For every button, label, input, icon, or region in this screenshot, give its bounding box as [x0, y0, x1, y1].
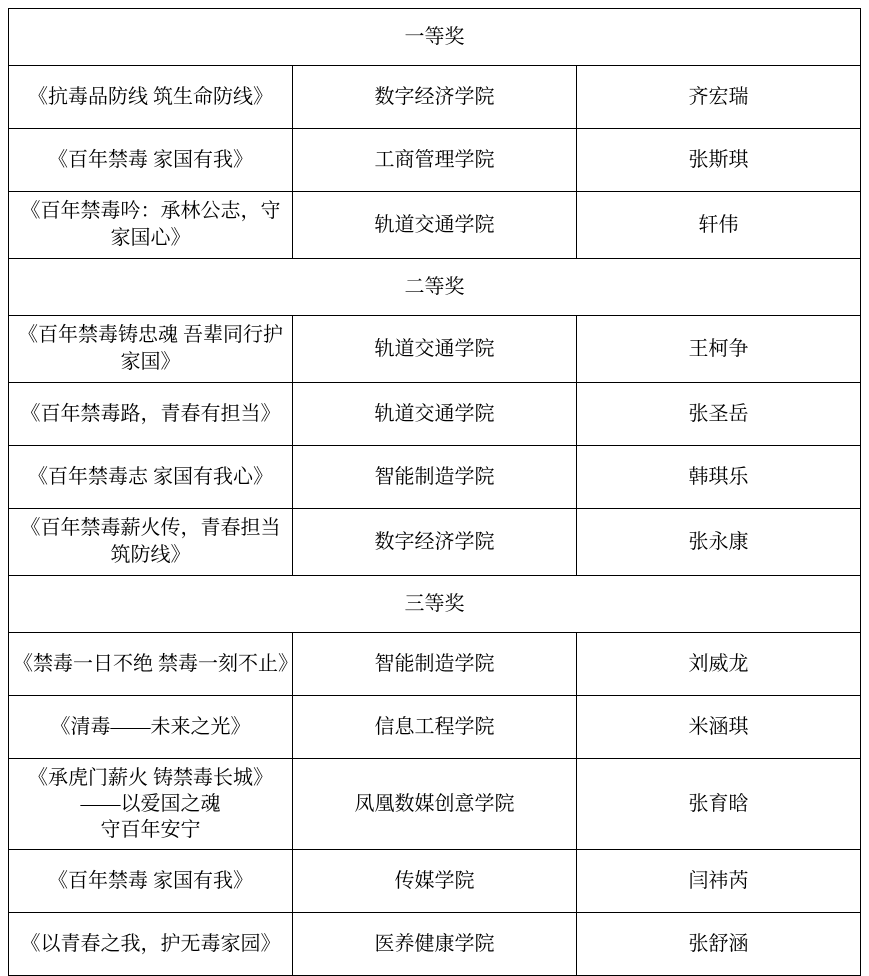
entry-title: 《抗毒品防线 筑生命防线》: [9, 66, 293, 129]
entry-college: 智能制造学院: [293, 633, 577, 696]
entry-college: 轨道交通学院: [293, 383, 577, 446]
table-row: [9, 759, 861, 850]
table-row: [9, 509, 861, 576]
table-row: [9, 446, 861, 509]
entry-title-line-2: 守百年安宁: [100, 819, 201, 841]
entry-title: 《禁毒一日不绝 禁毒一刻不止》: [9, 633, 293, 696]
entry-college: 数字经济学院: [293, 66, 577, 129]
entry-person: 齐宏瑞: [577, 66, 861, 129]
entry-person: 刘威龙: [577, 633, 861, 696]
table-section-header-row: [9, 259, 861, 316]
table-row: [9, 913, 861, 976]
entry-person: 韩琪乐: [577, 446, 861, 509]
entry-college: 信息工程学院: [293, 696, 577, 759]
entry-title: 《百年禁毒 家国有我》: [9, 850, 293, 913]
entry-title: 《百年禁毒志 家国有我心》: [9, 446, 293, 509]
entry-title: 《百年禁毒薪火传，青春担当筑防线》: [9, 509, 293, 576]
entry-college: 智能制造学院: [293, 446, 577, 509]
entry-title: 《清毒——未来之光》: [9, 696, 293, 759]
entry-person: 张圣岳: [577, 383, 861, 446]
table-row: [9, 66, 861, 129]
entry-title: [9, 759, 293, 850]
entry-college: 传媒学院: [293, 850, 577, 913]
entry-college: 数字经济学院: [293, 509, 577, 576]
table-section-header-row: [9, 9, 861, 66]
entry-person: 张永康: [577, 509, 861, 576]
section-header-label: 三等奖: [9, 576, 861, 633]
table-section-header-row: [9, 576, 861, 633]
table-row: [9, 850, 861, 913]
entry-person: 张育晗: [577, 759, 861, 850]
entry-title: 《百年禁毒铸忠魂 吾辈同行护家国》: [9, 316, 293, 383]
entry-person: 轩伟: [577, 192, 861, 259]
entry-college: 轨道交通学院: [293, 192, 577, 259]
entry-college: 医养健康学院: [293, 913, 577, 976]
entry-person: 张舒涵: [577, 913, 861, 976]
entry-title-line-1: 《承虎门薪火 铸禁毒长城》——以爱国之魂: [28, 767, 273, 815]
entry-title: 《以青春之我，护无毒家园》: [9, 913, 293, 976]
table-row: [9, 192, 861, 259]
entry-title: 《百年禁毒 家国有我》: [9, 129, 293, 192]
award-results-table: [8, 8, 861, 976]
entry-person: 闫祎芮: [577, 850, 861, 913]
table-row: [9, 316, 861, 383]
table-row: [9, 633, 861, 696]
section-header-label: 一等奖: [9, 9, 861, 66]
table-row: [9, 696, 861, 759]
entry-title: 《百年禁毒路，青春有担当》: [9, 383, 293, 446]
entry-college: 工商管理学院: [293, 129, 577, 192]
entry-title: 《百年禁毒吟：承林公志，守家国心》: [9, 192, 293, 259]
entry-person: 王柯争: [577, 316, 861, 383]
table-row: [9, 383, 861, 446]
entry-college: 凤凰数媒创意学院: [293, 759, 577, 850]
section-header-label: 二等奖: [9, 259, 861, 316]
table-row: [9, 129, 861, 192]
entry-person: 张斯琪: [577, 129, 861, 192]
entry-person: 米涵琪: [577, 696, 861, 759]
entry-college: 轨道交通学院: [293, 316, 577, 383]
